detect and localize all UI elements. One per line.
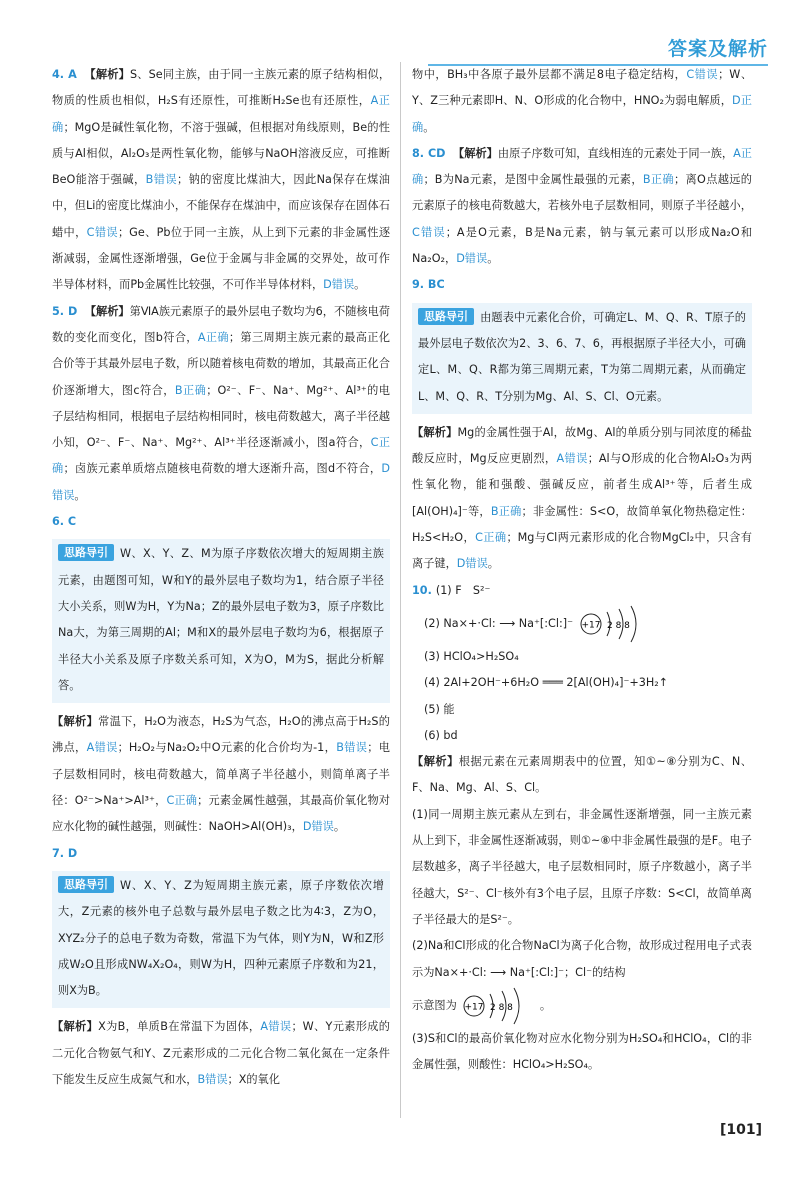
hint-text: W、X、Y、Z为短周期主族元素，原子序数依次增大，Z元素的核外电子总数与最外层电子数之比为4∶3，Z为O，XYZ₂分子的总电子数为奇数，常温下为气体，则Y为N，W和Z形成W₂O且形成NW₄X₂O₄，则W为H，四种元素原子序数和为21，则X为B。 [58, 878, 384, 998]
hint-tag: 思路导引 [58, 876, 114, 893]
analysis-text: ；A是O元素，B是Na元素，钠与氧元素可以形成Na₂O和Na₂O₂， [412, 225, 753, 266]
electron-formula: Na×+·Cl: ⟶ Na⁺[:Cl:]⁻ [443, 616, 574, 630]
analysis-text: X为B，单质B在常温下为固体， [98, 1020, 261, 1034]
electron-formula: Na×+·Cl: ⟶ Na⁺[:Cl:]⁻ [434, 965, 564, 979]
verdict: B正确 [174, 383, 207, 397]
analysis-label: 【解析】 [52, 1020, 99, 1034]
question-4 [52, 62, 390, 299]
analysis-text: ；电子层数相同时，核电荷数越大，简单离子半径越小，则简单离子半径：O²⁻>Na⁺>Al³⁺， [52, 741, 390, 808]
cl-ion-structure-diagram [460, 986, 536, 1026]
analysis-text: S、Se同主族，由于同一主族元素的原子结构相似，物质的性质也相似，H₂S有还原性，可推断H₂Se也有还原性， [52, 68, 391, 108]
analysis-label: 【解析】 [52, 715, 99, 729]
page-header [508, 34, 768, 64]
analysis-text: 。 [354, 278, 366, 292]
verdict: D错误 [302, 820, 334, 834]
page-number: [101] [719, 1122, 762, 1138]
analysis-text: ；非金属性：S<O，故简单氧化物热稳定性：H₂S<H₂O， [412, 504, 752, 545]
analysis-text: ；X的氧化 [227, 1072, 280, 1086]
analysis-paragraph [412, 933, 752, 986]
verdict: C正确 [52, 436, 391, 476]
analysis-text: 。 [487, 557, 499, 571]
hint-tag: 思路导引 [418, 308, 474, 325]
question-9 [412, 272, 752, 577]
analysis-text: 根据元素在元素周期表中的位置，知①~⑧分别为C、N、F、Na、Mg、Al、S、Cl。 [412, 755, 752, 795]
verdict: A正确 [197, 330, 229, 344]
analysis-text: ；Ge、Pb位于同一主族，从上到下元素的非金属性逐渐减弱，金属性逐渐增强，Ge位于金属与非金属的交界处，故可作半导体材料，而Pb金属性比较强，不可作半导体材料， [52, 225, 391, 292]
verdict: B正确 [642, 173, 674, 187]
analysis-text: ；钠的密度比煤油大，因此Na保存在煤油中，但Li的密度比煤油小，不能保存在煤油中，而应该保存在固体石蜡中， [52, 173, 390, 239]
analysis-text: 第ⅥA族元素原子的最外层电子数均为6，不随核电荷数的变化而变化，图b符合， [52, 304, 390, 344]
hint-text: W、X、Y、Z、M为原子序数依次增大的短周期主族元素，由题图可知，W和Y的最外层电子数均为1，结合原子半径大小关系，则W为H，Y为Na；Z的最外层电子数为3，原子序数比Na大，为第三周期的Al；M和X的最外层电子数均为6，根据原子半径大小关系及原子序数关系可知，X为O，M为S，据此分析解答。 [58, 547, 384, 692]
analysis-text: 。 [423, 120, 435, 134]
verdict: C正确 [166, 794, 198, 808]
analysis-paragraph [412, 749, 752, 802]
analysis-label: 【解析】 [412, 755, 459, 769]
verdict: B正确 [490, 504, 522, 518]
verdict: B错误 [197, 1072, 228, 1086]
analysis-paragraph: (3)S和Cl的最高价氧化物对应水化物分别为H₂SO₄和HClO₄，Cl的非金属性强，则酸性：HClO₄>H₂SO₄。 [412, 1031, 752, 1072]
hint-box [52, 871, 390, 1008]
analysis-text: ；W、Y、Z三种元素即H、N、O形成的化合物中，HNO₂为弱电解质， [412, 68, 753, 108]
nucleus-label: +17 [581, 620, 601, 631]
answer-line-5: (5) 能 [424, 702, 455, 716]
question-number: 5. D [52, 304, 78, 318]
analysis-text: ；Mg与Cl两元素形成的化合物MgCl₂中，只含有离子键， [412, 531, 752, 571]
nucleus-label: +17 [464, 1002, 484, 1013]
analysis-text: 。 [539, 998, 552, 1012]
right-column [412, 62, 752, 1078]
analysis-label: 【解析】 [84, 68, 131, 81]
analysis-text: ；W、Y元素形成的二元化合物氨气和Y、Z元素形成的二元化合物二氧化氮在一定条件下能发生反应生成氮气和水， [52, 1020, 390, 1086]
analysis-label: 【解析】 [84, 304, 130, 318]
analysis-text: ；元素金属性越强，其最高价氧化物对应水化物的碱性越强，则碱性：NaOH>Al(OH)₃， [52, 794, 390, 834]
question-number: 4. A [52, 68, 77, 81]
analysis-text: ；第三周期主族元素的最高正化合价等于其最外层电子数，所以随着核电荷数的增加，其最高正化合价逐渐增大，图c符合， [52, 330, 390, 397]
verdict: A错误 [260, 1020, 292, 1034]
question-7 [52, 841, 390, 1094]
answer-line-1 [412, 578, 752, 604]
analysis-text: ；B为Na元素，是图中金属性最强的元素， [423, 173, 643, 187]
analysis-text: ；O²⁻、F⁻、Na⁺、Mg²⁺、Al³⁺的电子层结构相同，根据电子层结构相同时，核电荷数越大，离子半径越小知，O²⁻、F⁻、Na⁺、Mg²⁺、Al³⁺半径逐渐减小，图a符合， [52, 383, 390, 450]
analysis-text: 。 [74, 488, 86, 502]
answer-text: (2) [424, 616, 440, 630]
column-divider [400, 62, 401, 1118]
analysis-text: ；卤族元素单质熔点随核电荷数的增大逐渐升高，图d不符合， [63, 462, 382, 476]
analysis-text: 。 [333, 820, 346, 834]
analysis-text: 示意图为 [412, 998, 457, 1012]
analysis-text: ；离O点越远的元素原子的核电荷数越大，若核外电子层数相同，则原子半径越小， [412, 173, 752, 213]
question-7-continued [412, 62, 752, 141]
question-10 [412, 578, 752, 1079]
analysis-text: 物中，BH₃中各原子最外层都不满足8电子稳定结构， [412, 68, 687, 81]
verdict: A错误 [86, 741, 118, 755]
shell-electrons: 2 8 8 [490, 1002, 514, 1013]
structure-line [412, 986, 752, 1026]
analysis-text: Mg的金属性强于Al，故Mg、Al的单质分别与同浓度的稀盐酸反应时，Mg反应更剧烈， [412, 425, 752, 466]
verdict: D错误 [456, 557, 488, 571]
verdict: A正确 [412, 146, 752, 187]
verdict: D错误 [456, 252, 488, 266]
question-8 [412, 141, 752, 272]
verdict: D正确 [412, 94, 752, 134]
analysis-text: ；Al与O形成的化合物Al₂O₃为两性氧化物，能和强酸、强碱反应，前者生成Al³⁺等，后者生成[Al(OH)₄]⁻等， [412, 452, 752, 518]
analysis-paragraph: (1)同一周期主族元素从左到右，非金属性逐渐增强，同一主族元素从上到下，非金属性逐渐减弱，则①~⑧中非金属性最强的是F。电子层数越多，离子半径越大，电子层数相同时，原子序数越小，离子半径越大，S²⁻、Cl⁻核外有3个电子层，且原子序数：S<Cl，故简单离子半径最大的是S²⁻。 [412, 807, 752, 926]
answer-line-3: (3) HClO₄>H₂SO₄ [424, 649, 519, 663]
question-number: 10. [412, 583, 432, 597]
hint-box [52, 539, 390, 703]
hint-text: 由题表中元素化合价，可确定L、M、Q、R、T原子的最外层电子数依次为2、3、6、7、6，再根据原子半径大小，可确定L、M、Q、R都为第三周期元素，T为第二周期元素，从而确定L、M、Q、R、T分别为Mg、Al、S、Cl、O元素。 [418, 310, 746, 403]
question-number: 6. C [52, 515, 77, 529]
analysis-text: 常温下，H₂O为液态，H₂S为气态，H₂O的沸点高于H₂S的沸点， [52, 715, 390, 755]
hint-tag: 思路导引 [58, 544, 114, 561]
left-column [52, 62, 390, 1093]
verdict: C错误 [86, 225, 118, 239]
verdict: A错误 [556, 452, 588, 466]
analysis-text: 由原子序数可知，直线相连的元素处于同一族， [497, 146, 734, 160]
header-title: 答案及解析 [667, 38, 768, 60]
question-number: 7. D [52, 846, 78, 860]
analysis-label: 【解析】 [412, 425, 458, 439]
answer-text: (1) F S²⁻ [435, 583, 491, 597]
answer-line-6: (6) bd [424, 728, 458, 742]
shell-electrons: 2 8 8 [606, 620, 630, 631]
verdict: C错误 [686, 68, 719, 81]
question-6 [52, 509, 390, 841]
question-number: 8. CD [412, 146, 446, 160]
answer-line-4: (4) 2Al+2OH⁻+6H₂O ═══ 2[Al(OH)₄]⁻+3H₂↑ [424, 676, 669, 690]
verdict: C错误 [412, 225, 446, 239]
question-5 [52, 299, 390, 509]
verdict: D错误 [323, 278, 355, 292]
analysis-text: ；MgO是碱性氧化物，不溶于强碱，但根据对角线原则，Be的性质与Al相似，Al₂O₃是两性氧化物，能够与NaOH溶液反应，可推断BeO能溶于强碱， [52, 120, 390, 187]
verdict: B错误 [336, 741, 368, 755]
analysis-text: (2)Na和Cl形成的化合物NaCl为离子化合物，故形成过程用电子式表示为 [412, 939, 752, 979]
question-number: 9. BC [412, 278, 445, 292]
page-number-value: 101 [726, 1122, 756, 1138]
verdict: B错误 [145, 173, 177, 187]
analysis-text: ；Cl⁻的结构 [563, 965, 626, 979]
verdict: A正确 [52, 94, 390, 134]
analysis-text: 。 [487, 252, 499, 266]
cl-ion-structure-diagram [577, 604, 653, 644]
answer-line-2 [412, 604, 752, 644]
hint-box [412, 303, 752, 414]
analysis-label: 【解析】 [453, 146, 498, 160]
verdict: C正确 [475, 531, 507, 545]
verdict: D错误 [52, 462, 390, 502]
analysis-text: ；H₂O₂与Na₂O₂中O元素的化合价均为-1， [117, 741, 337, 755]
